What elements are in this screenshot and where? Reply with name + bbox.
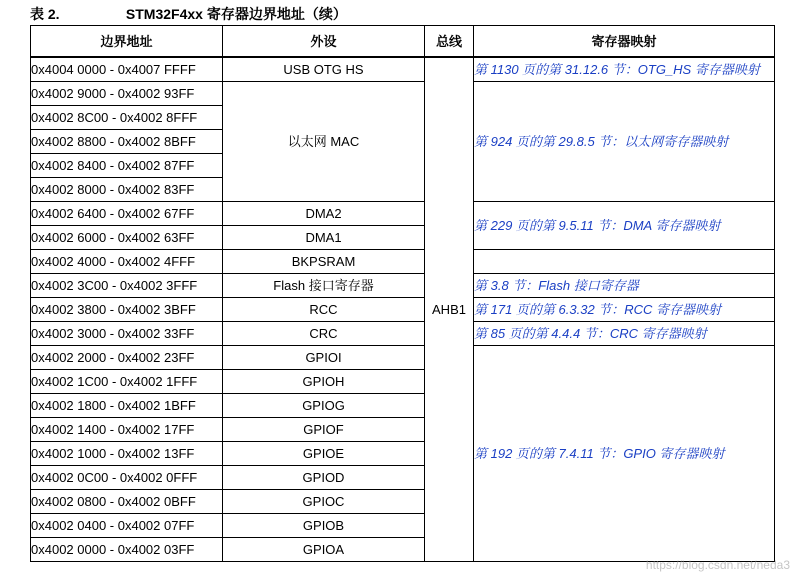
address-cell: 0x4002 9000 - 0x4002 93FF — [31, 82, 223, 106]
peripheral-cell: 以太网 MAC — [223, 82, 425, 202]
peripheral-cell: GPIOI — [223, 346, 425, 370]
address-cell: 0x4002 1C00 - 0x4002 1FFF — [31, 370, 223, 394]
address-cell: 0x4002 0800 - 0x4002 0BFF — [31, 490, 223, 514]
peripheral-cell: RCC — [223, 298, 425, 322]
peripheral-cell: GPIOC — [223, 490, 425, 514]
address-cell: 0x4004 0000 - 0x4007 FFFF — [31, 57, 223, 82]
address-cell: 0x4002 1000 - 0x4002 13FF — [31, 442, 223, 466]
peripheral-cell: BKPSRAM — [223, 250, 425, 274]
peripheral-cell: GPIOH — [223, 370, 425, 394]
table-title: STM32F4xx 寄存器边界地址（续） — [125, 6, 347, 22]
address-cell: 0x4002 8400 - 0x4002 87FF — [31, 154, 223, 178]
table-row — [31, 322, 775, 346]
address-cell: 0x4002 6400 - 0x4002 67FF — [31, 202, 223, 226]
table-row — [31, 202, 775, 226]
peripheral-cell: GPIOA — [223, 538, 425, 562]
register-map-link-ethernet[interactable]: 第 924 页的第 29.8.5 节：以太网寄存器映射 — [474, 82, 775, 202]
table-number: 表 2. — [30, 6, 60, 22]
address-cell: 0x4002 3000 - 0x4002 33FF — [31, 322, 223, 346]
address-cell: 0x4002 0400 - 0x4002 07FF — [31, 514, 223, 538]
register-map-link-gpio[interactable]: 第 192 页的第 7.4.11 节：GPIO 寄存器映射 — [474, 346, 775, 562]
address-cell: 0x4002 8000 - 0x4002 83FF — [31, 178, 223, 202]
table-header-row — [31, 26, 775, 58]
table-row — [31, 298, 775, 322]
peripheral-cell: CRC — [223, 322, 425, 346]
table-row — [31, 346, 775, 370]
address-cell: 0x4002 3C00 - 0x4002 3FFF — [31, 274, 223, 298]
address-cell: 0x4002 8800 - 0x4002 8BFF — [31, 130, 223, 154]
peripheral-cell: DMA1 — [223, 226, 425, 250]
peripheral-cell: GPIOB — [223, 514, 425, 538]
header-address: 边界地址 — [31, 26, 223, 58]
register-boundary-table — [30, 25, 775, 562]
register-map-link-rcc[interactable]: 第 171 页的第 6.3.32 节：RCC 寄存器映射 — [474, 298, 775, 322]
bus-cell: AHB1 — [425, 57, 474, 562]
address-cell: 0x4002 3800 - 0x4002 3BFF — [31, 298, 223, 322]
table-row — [31, 274, 775, 298]
register-map-link-crc[interactable]: 第 85 页的第 4.4.4 节：CRC 寄存器映射 — [474, 322, 775, 346]
address-cell: 0x4002 4000 - 0x4002 4FFF — [31, 250, 223, 274]
header-peripheral: 外设 — [223, 26, 425, 58]
address-cell: 0x4002 0C00 - 0x4002 0FFF — [31, 466, 223, 490]
peripheral-cell: Flash 接口寄存器 — [223, 274, 425, 298]
register-map-link-flash[interactable]: 第 3.8 节：Flash 接口寄存器 — [474, 274, 775, 298]
table-row — [31, 250, 775, 274]
peripheral-cell: DMA2 — [223, 202, 425, 226]
table-row — [31, 82, 775, 106]
register-map-link-dma[interactable]: 第 229 页的第 9.5.11 节：DMA 寄存器映射 — [474, 202, 775, 250]
address-cell: 0x4002 1400 - 0x4002 17FF — [31, 418, 223, 442]
register-map-link-otg-hs[interactable]: 第 1130 页的第 31.12.6 节：OTG_HS 寄存器映射 — [474, 57, 775, 82]
address-cell: 0x4002 1800 - 0x4002 1BFF — [31, 394, 223, 418]
peripheral-cell: GPIOG — [223, 394, 425, 418]
peripheral-cell: USB OTG HS — [223, 57, 425, 82]
table-caption — [30, 3, 347, 25]
register-map-empty — [474, 250, 775, 274]
header-bus: 总线 — [425, 26, 474, 58]
peripheral-cell: GPIOF — [223, 418, 425, 442]
peripheral-cell: GPIOE — [223, 442, 425, 466]
address-cell: 0x4002 8C00 - 0x4002 8FFF — [31, 106, 223, 130]
header-register-map: 寄存器映射 — [474, 26, 775, 58]
address-cell: 0x4002 0000 - 0x4002 03FF — [31, 538, 223, 562]
peripheral-cell: GPIOD — [223, 466, 425, 490]
address-cell: 0x4002 2000 - 0x4002 23FF — [31, 346, 223, 370]
table-row — [31, 57, 775, 82]
address-cell: 0x4002 6000 - 0x4002 63FF — [31, 226, 223, 250]
watermark: https://blog.csdn.net/neda3 — [645, 558, 790, 572]
